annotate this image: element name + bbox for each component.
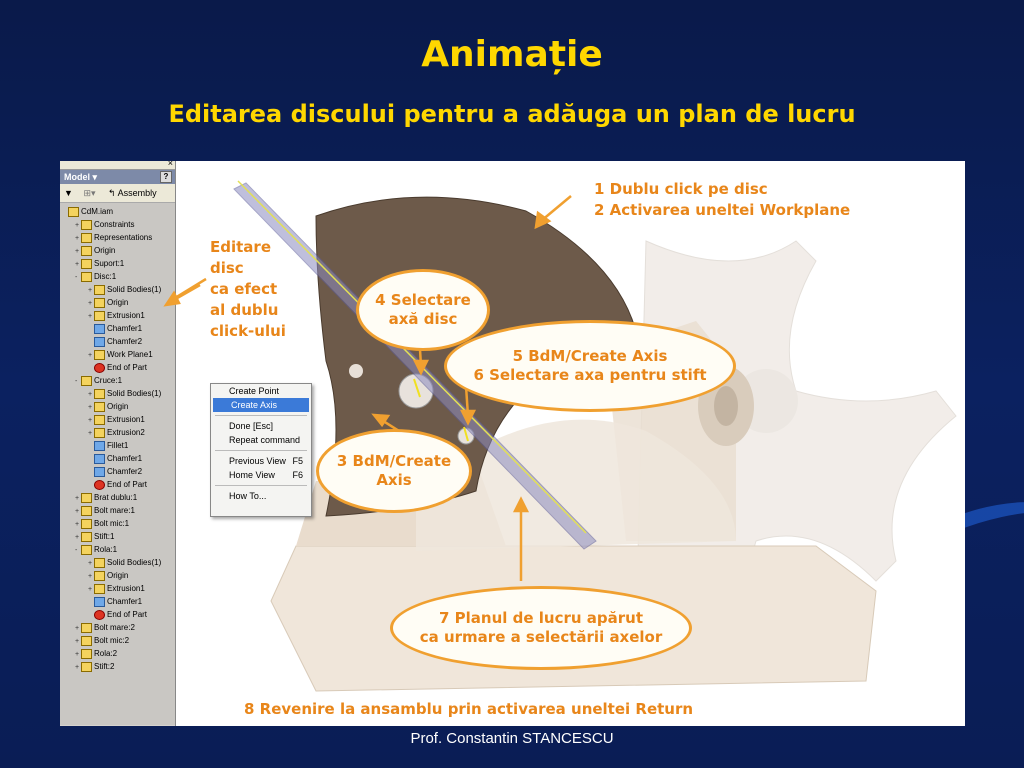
- tree-node-label: Origin: [107, 402, 129, 411]
- menu-item-shortcut: F5: [292, 456, 303, 466]
- expand-toggle-icon[interactable]: +: [75, 261, 80, 268]
- tree-node-label: CdM.iam: [81, 207, 114, 216]
- expand-toggle-icon[interactable]: +: [75, 534, 80, 541]
- expand-toggle-icon[interactable]: +: [88, 300, 93, 307]
- tree-node-label: Suport:1: [94, 259, 125, 268]
- expand-toggle-icon[interactable]: +: [88, 404, 93, 411]
- expand-toggle-icon[interactable]: +: [75, 508, 80, 515]
- expand-toggle-icon[interactable]: +: [75, 248, 80, 255]
- close-icon[interactable]: ×: [167, 161, 173, 168]
- tree-node-label: Rola:2: [94, 649, 118, 658]
- expand-toggle-icon[interactable]: -: [75, 274, 78, 281]
- expand-toggle-icon[interactable]: -: [75, 547, 78, 554]
- tree-node-label: Solid Bodies(1): [107, 285, 162, 294]
- annotation-step5: 5 BdM/Create Axis: [512, 347, 668, 365]
- tree-node-label: Bolt mare:1: [94, 506, 135, 515]
- menu-item-label: Previous View: [229, 456, 286, 466]
- tree-node-label: Extrusion2: [107, 428, 145, 437]
- expand-toggle-icon[interactable]: +: [75, 651, 80, 658]
- tree-node-label: Constraints: [94, 220, 135, 229]
- tree-node-label: Work Plane1: [107, 350, 153, 359]
- tree-node-label: Disc:1: [94, 272, 117, 281]
- annotation-line: Axis: [376, 471, 412, 489]
- annotation-arrows: [60, 161, 965, 726]
- slide-title: Animație: [421, 34, 603, 75]
- menu-item-label: Create Point: [229, 386, 280, 396]
- tree-node-label: Chamfer2: [107, 467, 143, 476]
- expand-toggle-icon[interactable]: -: [75, 378, 78, 385]
- tree-node-label: End of Part: [107, 480, 148, 489]
- expand-toggle-icon[interactable]: +: [75, 521, 80, 528]
- tree-node-label: End of Part: [107, 610, 148, 619]
- menu-item-label: Repeat command: [229, 435, 301, 445]
- tree-node-label: Fillet1: [107, 441, 129, 450]
- annotation-line: ca efect: [210, 280, 278, 298]
- tree-node-label: Chamfer1: [107, 597, 143, 606]
- assembly-button[interactable]: Assembly: [117, 188, 157, 198]
- expand-toggle-icon[interactable]: +: [75, 222, 80, 229]
- annotation-step2: 2 Activarea uneltei Workplane: [594, 201, 851, 219]
- tree-node-label: Cruce:1: [94, 376, 123, 385]
- tree-node-label: Representations: [94, 233, 153, 242]
- annotation-line: click-ului: [210, 322, 286, 340]
- cad-screenshot: [60, 161, 965, 726]
- filter-icon[interactable]: ▼: [64, 188, 73, 198]
- expand-toggle-icon[interactable]: +: [88, 430, 93, 437]
- expand-toggle-icon[interactable]: +: [88, 391, 93, 398]
- expand-toggle-icon[interactable]: +: [88, 586, 93, 593]
- annotation-line: 7 Planul de lucru apărut: [438, 609, 643, 627]
- annotation-line: 3 BdM/Create: [336, 452, 452, 470]
- expand-toggle-icon[interactable]: +: [75, 235, 80, 242]
- annotation-line: disc: [210, 259, 244, 277]
- expand-toggle-icon[interactable]: +: [75, 638, 80, 645]
- menu-item-label: Done [Esc]: [229, 421, 274, 431]
- tree-node-label: Chamfer1: [107, 454, 143, 463]
- annotation-step1: 1 Dublu click pe disc: [594, 180, 768, 198]
- tree-node-label: Extrusion1: [107, 415, 145, 424]
- expand-toggle-icon[interactable]: +: [88, 287, 93, 294]
- annotation-step8: 8 Revenire la ansamblu prin activarea uneltei Return: [244, 700, 694, 718]
- menu-item-label: Home View: [229, 470, 275, 480]
- tree-node-label: End of Part: [107, 363, 148, 372]
- annotation-line: axă disc: [388, 310, 458, 328]
- expand-toggle-icon[interactable]: +: [75, 495, 80, 502]
- tree-node-label: Origin: [94, 246, 116, 255]
- menu-item-shortcut: F6: [292, 470, 303, 480]
- assembly-icon: ↰: [108, 188, 116, 198]
- tree-node-label: Extrusion1: [107, 584, 145, 593]
- tree-node-label: Origin: [107, 571, 129, 580]
- help-icon[interactable]: ?: [160, 171, 172, 183]
- expand-toggle-icon[interactable]: +: [75, 664, 80, 671]
- expand-icon[interactable]: ⊞▾: [83, 188, 96, 198]
- annotation-line: 4 Selectare: [375, 291, 471, 309]
- expand-toggle-icon[interactable]: +: [88, 560, 93, 567]
- expand-toggle-icon[interactable]: +: [88, 352, 93, 359]
- tree-node-label: Bolt mic:1: [94, 519, 130, 528]
- tree-node-label: Rola:1: [94, 545, 118, 554]
- tree-node-label: Stift:2: [94, 662, 115, 671]
- menu-item-label: Create Axis: [231, 400, 278, 410]
- tree-node-label: Chamfer1: [107, 324, 143, 333]
- slide-subtitle: Editarea discului pentru a adăuga un plan de lucru: [168, 100, 856, 128]
- annotation-line: ca urmare a selectării axelor: [419, 628, 663, 646]
- annotation-line: Editare: [210, 238, 271, 256]
- slide-footer: Prof. Constantin STANCESCU: [410, 730, 614, 747]
- expand-toggle-icon[interactable]: +: [88, 313, 93, 320]
- menu-item-label: How To...: [229, 491, 267, 501]
- tree-node-label: Brat dublu:1: [94, 493, 138, 502]
- tree-node-label: Bolt mic:2: [94, 636, 130, 645]
- tree-node-label: Solid Bodies(1): [107, 558, 162, 567]
- tree-node-label: Extrusion1: [107, 311, 145, 320]
- annotation-line: al dublu: [210, 301, 279, 319]
- tree-node-label: Chamfer2: [107, 337, 143, 346]
- tree-node-label: Origin: [107, 298, 129, 307]
- tree-node-label: Solid Bodies(1): [107, 389, 162, 398]
- tree-node-label: Stift:1: [94, 532, 115, 541]
- browser-header-label[interactable]: Model ▾: [64, 172, 98, 182]
- tree-node-label: Bolt mare:2: [94, 623, 135, 632]
- annotation-step6: 6 Selectare axa pentru stift: [473, 366, 707, 384]
- expand-toggle-icon[interactable]: +: [88, 417, 93, 424]
- expand-toggle-icon[interactable]: +: [88, 573, 93, 580]
- expand-toggle-icon[interactable]: +: [75, 625, 80, 632]
